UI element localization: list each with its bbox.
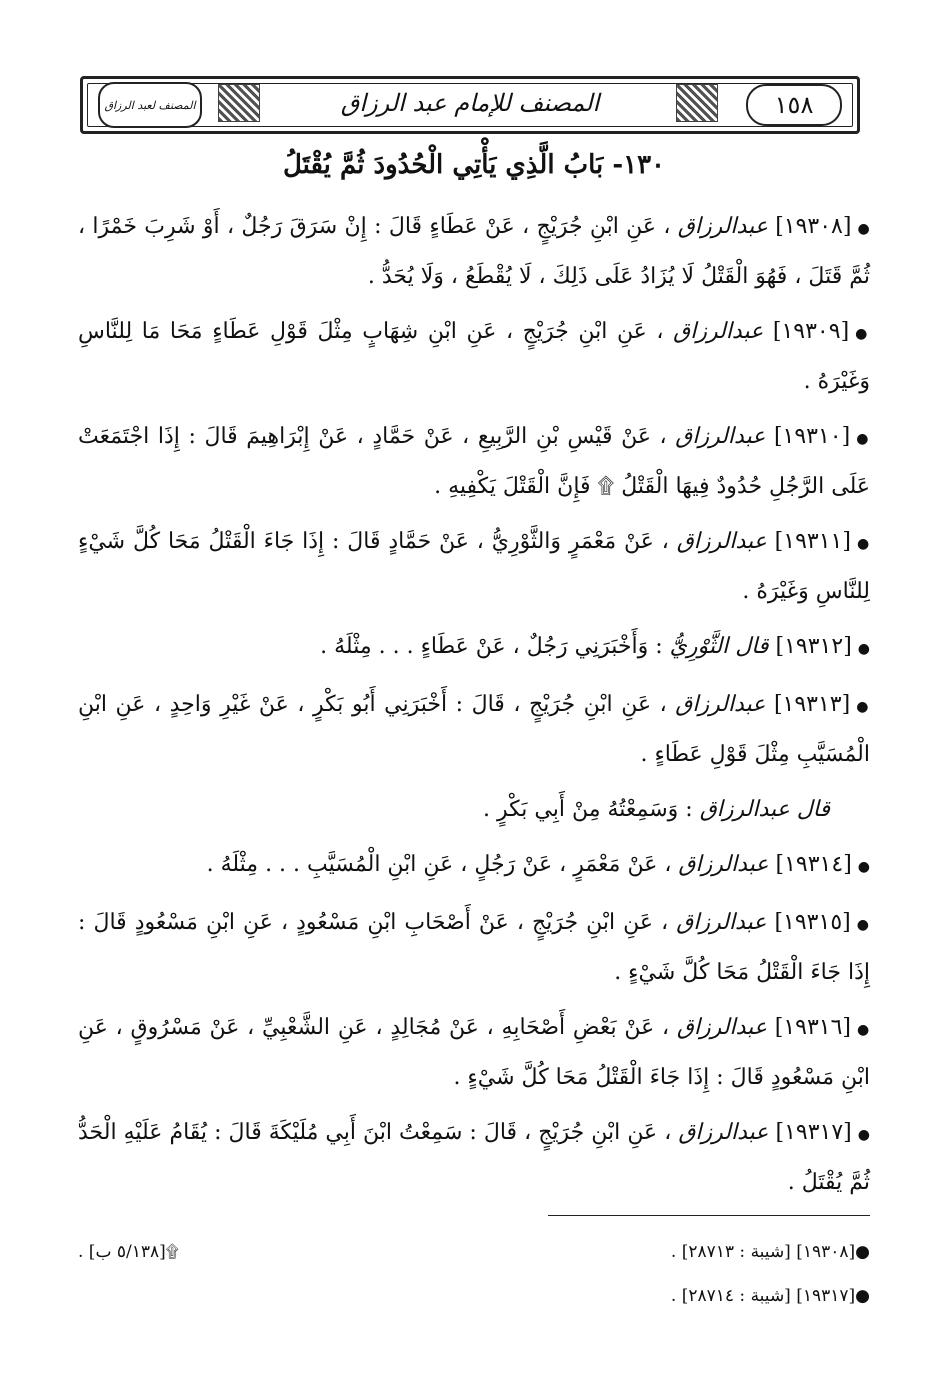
main-text <box>78 203 870 1214</box>
bullet-icon: ● <box>857 1127 870 1143</box>
footnote-text: ●[١٩٣١٧] [شيبة : ٢٨٧١٤] . <box>670 1286 870 1306</box>
footnote-line <box>78 1230 870 1274</box>
chapter-title: ١٣٠- بَابُ الَّذِي يَأْتِي الْحُدُودَ ثُمَّ يُقْتَلُ <box>282 150 666 180</box>
hadith-entry: ●[١٩٣١٧] عبدالرزاق ، عَنِ ابْنِ جُرَيْجٍ ، قَالَ : سَمِعْتُ ابْنَ أَبِي مُلَيْكَةَ قَالَ : يُقَامُ عَلَيْهِ الْحَدُّ ثُمَّ يُقْتَلُ . <box>78 1120 870 1195</box>
hadith-entry: ●[١٩٣١٤] عبدالرزاق ، عَنْ مَعْمَرٍ ، عَنْ رَجُلٍ ، عَنِ ابْنِ الْمُسَيَّبِ . . . مِثْلَهُ . <box>206 852 870 877</box>
bullet-icon: ● <box>857 221 871 237</box>
ornament-right <box>676 84 718 122</box>
bullet-icon: ● <box>856 917 871 933</box>
footnote-text: ●[١٩٣٠٨] [شيبة : ٢٨٧١٣] . <box>670 1242 870 1262</box>
footnote-page-ref: ۩[٥/١٣٨ ب] . <box>78 1242 179 1262</box>
bullet-icon: ● <box>857 859 870 875</box>
ornament-left <box>218 84 260 122</box>
page-header <box>80 76 860 134</box>
footnote-divider <box>548 1215 870 1216</box>
hadith-entry: ●[١٩٣١٠] عبدالرزاق ، عَنْ قَيْسِ بْنِ الرَّبِيعِ ، عَنْ حَمَّادٍ ، عَنْ إِبْرَاهِيمَ قَالَ : إِذَا اجْتَمَعَتْ عَلَى الرَّجُلِ حُدُودٌ فِيهَا الْقَتْلُ ۩ فَإِنَّ الْقَتْلَ يَكْفِيهِ . <box>78 424 871 499</box>
bullet-icon: ● <box>856 536 871 552</box>
hadith-entry: ●[١٩٣١٥] عبدالرزاق ، عَنِ ابْنِ جُرَيْجٍ ، عَنْ أَصْحَابِ ابْنِ مَسْعُودٍ ، عَنِ ابْنِ مَسْعُودٍ قَالَ : إِذَا جَاءَ الْقَتْلُ مَحَا كُلَّ شَيْءٍ . <box>78 910 871 985</box>
bullet-icon: ● <box>856 431 871 447</box>
bullet-icon: ● <box>855 1286 870 1306</box>
bullet-icon: ● <box>855 326 870 342</box>
book-emblem: المصنف لعبد الرزاق <box>98 82 202 128</box>
note-line: قال عبدالرزاق : وَسَمِعْتُهُ مِنْ أَبِي بَكْرٍ . <box>483 797 830 822</box>
bullet-icon: ● <box>857 641 870 657</box>
hadith-entry: ●[١٩٣١٦] عبدالرزاق ، عَنْ بَعْضِ أَصْحَابِهِ ، عَنْ مُجَالِدٍ ، عَنِ الشَّعْبِيِّ ، عَنْ مَسْرُوقٍ ، عَنِ ابْنِ مَسْعُودٍ قَالَ : إِذَا جَاءَ الْقَتْلُ مَحَا كُلَّ شَيْءٍ . <box>78 1015 870 1090</box>
hadith-entry: ●[١٩٣١١] عبدالرزاق ، عَنْ مَعْمَرٍ وَالثَّوْرِيُّ ، عَنْ حَمَّادٍ قَالَ : إِذَا جَاءَ الْقَتْلُ مَحَا كُلَّ شَيْءٍ لِلنَّاسِ وَغَيْرَهُ . <box>78 529 871 604</box>
footnote-line <box>78 1274 870 1318</box>
hadith-entry: ●[١٩٣٠٩] عبدالرزاق ، عَنِ ابْنِ جُرَيْجٍ ، عَنِ ابْنِ شِهَابٍ مِثْلَ قَوْلِ عَطَاءٍ مَحَا مَا لِلنَّاسِ وَغَيْرَهُ . <box>78 319 870 394</box>
hadith-entry: ●[١٩٣٠٨] عبدالرزاق ، عَنِ ابْنِ جُرَيْجٍ ، عَنْ عَطَاءٍ قَالَ : إِنْ سَرَقَ رَجُلٌ ، أَوْ شَرِبَ خَمْرًا ، ثُمَّ قَتَلَ ، فَهُوَ الْقَتْلُ لَا يُزَادُ عَلَى ذَلِكَ ، لَا يُقْطَعُ ، وَلَا يُحَدُّ . <box>78 214 871 289</box>
book-title: المصنف للإمام عبد الرزاق <box>340 89 600 117</box>
page-number: ١٥٨ <box>746 84 842 126</box>
hadith-entry: ●[١٩٣١٢] قال الثَّوْرِيُّ : وَأَخْبَرَنِي رَجُلٌ ، عَنْ عَطَاءٍ . . . مِثْلَهُ . <box>320 634 870 659</box>
bullet-icon: ● <box>855 1242 870 1262</box>
hadith-entry: ●[١٩٣١٣] عبدالرزاق ، عَنِ ابْنِ جُرَيْجٍ ، قَالَ : أَخْبَرَنِي أَبُو بَكْرٍ ، عَنْ غَيْرِ وَاحِدٍ ، عَنِ ابْنِ الْمُسَيَّبِ مِثْلَ قَوْلِ عَطَاءٍ . <box>78 692 870 767</box>
bullet-icon: ● <box>857 1022 870 1038</box>
footnotes <box>78 1230 870 1318</box>
bullet-icon: ● <box>856 699 870 715</box>
